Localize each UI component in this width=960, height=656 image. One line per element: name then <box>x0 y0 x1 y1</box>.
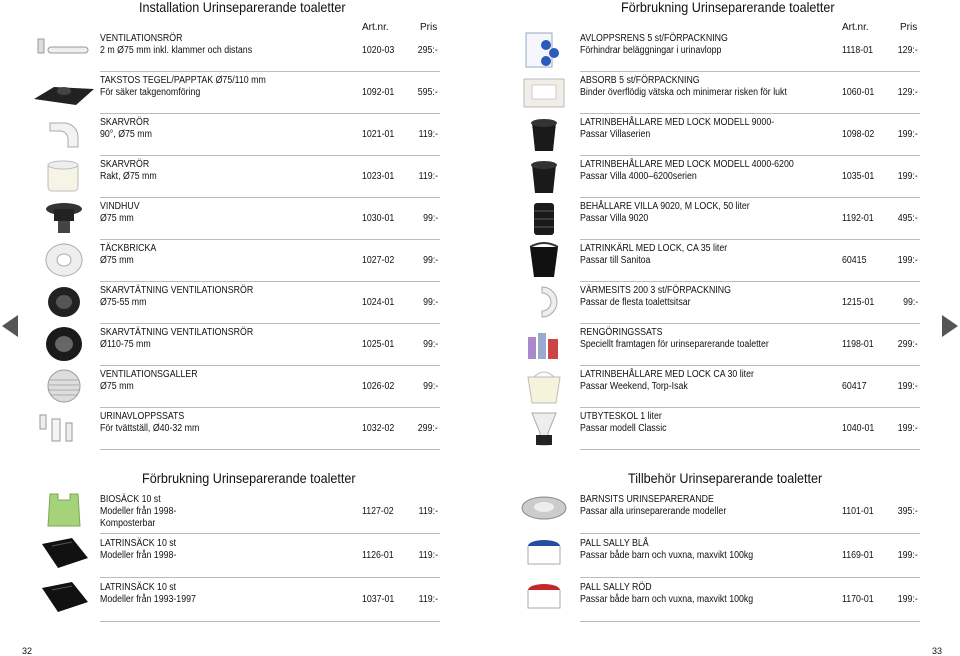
product-name: PALL SALLY RÖD <box>580 582 652 593</box>
elbow-pipe-icon <box>32 115 96 153</box>
product-description-extra: Komposterbar <box>100 518 156 529</box>
price: 119:- <box>418 550 438 561</box>
price: 199:- <box>897 423 918 434</box>
product-description: Passar de flesta toalettsitsar <box>580 297 691 308</box>
article-number: 1030-01 <box>362 213 395 224</box>
left-section-title: Installation Urinseparerande toaletter <box>139 0 346 15</box>
price: 595:- <box>417 87 438 98</box>
row-divider <box>100 71 440 72</box>
right-product-row <box>512 157 920 198</box>
tall-container-icon <box>512 199 576 237</box>
product-name: BEHÅLLARE VILLA 9020, M LOCK, 50 liter <box>580 201 750 212</box>
step-stool-red-icon <box>512 578 576 616</box>
container-icon <box>512 157 576 195</box>
product-name: URINAVLOPPSSATS <box>100 411 185 422</box>
right-product-row <box>512 367 920 408</box>
price: 119:- <box>418 506 438 517</box>
product-description: Ø75 mm <box>100 381 134 392</box>
product-name: SKARVRÖR <box>100 117 150 128</box>
article-number: 60417 <box>842 381 867 392</box>
product-name: SKARVRÖR <box>100 159 150 170</box>
article-number: 1101-01 <box>842 506 874 517</box>
price: 199:- <box>897 550 918 561</box>
row-divider <box>100 449 440 450</box>
heat-seat-icon <box>512 283 576 321</box>
article-number: 1032-02 <box>362 423 395 434</box>
product-name: VENTILATIONSGALLER <box>100 369 198 380</box>
product-description: Passar både barn och vuxna, maxvikt 100kg <box>580 594 754 605</box>
left-product-row <box>32 409 440 450</box>
product-description: Ø110-75 mm <box>100 339 151 350</box>
left-product-row <box>32 241 440 282</box>
article-number: 1021-01 <box>362 129 395 140</box>
product-description: Passar till Sanitoa <box>580 255 651 266</box>
row-divider <box>580 113 920 114</box>
product-name: LATRINKÄRL MED LOCK, CA 35 liter <box>580 243 728 254</box>
article-number: 1026-02 <box>362 381 395 392</box>
product-description: Ø75 mm <box>100 255 134 266</box>
right-product-row <box>512 283 920 324</box>
product-description: Passar Villa 9020 <box>580 213 649 224</box>
product-description: 2 m Ø75 mm inkl. klammer och distans <box>100 45 253 56</box>
wind-cap-icon <box>32 199 96 237</box>
product-description: Passar Villaserien <box>580 129 651 140</box>
bottom-left-section-title: Förbrukning Urinseparerande toaletter <box>142 470 356 486</box>
article-number: 1035-01 <box>842 171 875 182</box>
product-name: BARNSITS URINSEPARERANDE <box>580 494 714 505</box>
left-product-row <box>32 73 440 114</box>
product-name: BIOSÄCK 10 st <box>100 494 161 505</box>
product-name: VENTILATIONSRÖR <box>100 33 183 44</box>
price: 199:- <box>897 255 918 266</box>
product-description: Passar Villa 4000–6200serien <box>580 171 697 182</box>
left-product-row <box>32 31 440 72</box>
seal-ring-icon <box>32 283 96 321</box>
straight-pipe-icon <box>32 157 96 195</box>
price: 99:- <box>422 213 438 224</box>
bucket-icon <box>512 241 576 279</box>
right-art-header: Art.nr. <box>842 22 869 33</box>
price: 299:- <box>417 423 438 434</box>
cleaning-kit-icon <box>512 325 576 363</box>
product-description: Modeller från 1998- <box>100 506 177 517</box>
product-name: LATRINSÄCK 10 st <box>100 538 177 549</box>
product-name: UTBYTESKOL 1 liter <box>580 411 662 422</box>
row-divider <box>580 621 920 622</box>
black-bag-icon <box>32 578 96 616</box>
right-product-row <box>512 73 920 114</box>
row-divider <box>100 365 440 366</box>
price: 99:- <box>902 297 918 308</box>
product-description: Passar alla urinseparerande modeller <box>580 506 727 517</box>
product-name: PALL SALLY BLÅ <box>580 538 649 549</box>
price: 129:- <box>897 87 918 98</box>
product-name: SKARVTÄTNING VENTILATIONSRÖR <box>100 327 254 338</box>
left-product-row <box>32 283 440 324</box>
bottom-right-product-row <box>512 534 920 575</box>
product-name: VÄRMESITS 200 3 st/FÖRPACKNING <box>580 285 731 296</box>
urine-drain-kit-icon <box>32 409 96 447</box>
row-divider <box>100 197 440 198</box>
product-name: AVLOPPSRENS 5 st/FÖRPACKNING <box>580 33 728 44</box>
right-section-title: Förbrukning Urinseparerande toaletter <box>621 0 835 15</box>
row-divider <box>580 239 920 240</box>
drain-cleaner-icon <box>512 31 576 69</box>
article-number: 60415 <box>842 255 867 266</box>
price: 99:- <box>422 381 438 392</box>
article-number: 1023-01 <box>362 171 395 182</box>
article-number: 1169-01 <box>842 550 874 561</box>
child-seat-icon <box>512 490 576 528</box>
container-icon <box>512 115 576 153</box>
price: 99:- <box>422 255 438 266</box>
article-number: 1118-01 <box>842 45 873 56</box>
left-product-row <box>32 115 440 156</box>
roof-flashing-icon <box>32 73 96 111</box>
product-name: ABSORB 5 st/FÖRPACKNING <box>580 75 700 86</box>
row-divider <box>100 323 440 324</box>
right-product-row <box>512 325 920 366</box>
page-number-right: 33 <box>932 646 943 656</box>
price: 119:- <box>418 171 438 182</box>
row-divider <box>580 155 920 156</box>
row-divider <box>580 323 920 324</box>
bag-container-icon <box>512 367 576 405</box>
product-description: Passar både barn och vuxna, maxvikt 100kg <box>580 550 754 561</box>
row-divider <box>100 155 440 156</box>
article-number: 1170-01 <box>842 594 874 605</box>
row-divider <box>100 407 440 408</box>
product-name: SKARVTÄTNING VENTILATIONSRÖR <box>100 285 254 296</box>
product-name: LATRINBEHÅLLARE MED LOCK CA 30 liter <box>580 369 754 380</box>
price: 119:- <box>418 129 438 140</box>
product-description: Speciellt framtagen för urinseparerande toaletter <box>580 339 769 350</box>
vent-grille-icon <box>32 367 96 405</box>
product-description: Passar Weekend, Torp-Isak <box>580 381 688 392</box>
right-product-row <box>512 31 920 72</box>
product-description: För tvättställ, Ø40-32 mm <box>100 423 200 434</box>
bottom-right-product-row <box>512 578 920 619</box>
product-description: Ø75-55 mm <box>100 297 147 308</box>
row-divider <box>100 113 440 114</box>
row-divider <box>100 621 440 622</box>
row-divider <box>580 365 920 366</box>
left-price-header: Pris <box>420 22 438 33</box>
product-name: LATRINSÄCK 10 st <box>100 582 177 593</box>
product-name: LATRINBEHÅLLARE MED LOCK MODELL 9000- <box>580 117 775 128</box>
row-divider <box>580 71 920 72</box>
left-product-row <box>32 199 440 240</box>
row-divider <box>580 407 920 408</box>
article-number: 1127-02 <box>362 506 394 517</box>
product-description: Modeller från 1998- <box>100 550 177 561</box>
previous-page-arrow-icon[interactable] <box>2 315 18 337</box>
seal-ring-large-icon <box>32 325 96 363</box>
product-description: Förhindrar beläggningar i urinavlopp <box>580 45 722 56</box>
bio-bag-icon <box>32 490 96 528</box>
bottom-left-product-row <box>32 534 440 575</box>
product-description: 90°, Ø75 mm <box>100 129 152 140</box>
product-name: TÄCKBRICKA <box>100 243 157 254</box>
price: 199:- <box>897 594 918 605</box>
price: 395:- <box>897 506 918 517</box>
product-description: Ø75 mm <box>100 213 134 224</box>
price: 99:- <box>422 339 438 350</box>
price: 119:- <box>418 594 438 605</box>
price: 495:- <box>897 213 918 224</box>
left-art-header: Art.nr. <box>362 22 389 33</box>
left-product-row <box>32 325 440 366</box>
product-description: Passar modell Classic <box>580 423 667 434</box>
article-number: 1060-01 <box>842 87 875 98</box>
black-bag-icon <box>32 534 96 572</box>
price: 199:- <box>897 171 918 182</box>
price: 299:- <box>897 339 918 350</box>
article-number: 1027-02 <box>362 255 395 266</box>
product-name: LATRINBEHÅLLARE MED LOCK MODELL 4000-6200 <box>580 159 794 170</box>
article-number: 1198-01 <box>842 339 874 350</box>
price: 199:- <box>897 381 918 392</box>
right-product-row <box>512 199 920 240</box>
article-number: 1020-03 <box>362 45 395 56</box>
step-stool-blue-icon <box>512 534 576 572</box>
article-number: 1037-01 <box>362 594 395 605</box>
bottom-left-product-row <box>32 578 440 619</box>
row-divider <box>580 449 920 450</box>
bottom-left-product-row <box>32 490 440 531</box>
right-product-row <box>512 409 920 450</box>
product-description: Binder överflödig vätska och minimerar risken för lukt <box>580 87 787 98</box>
next-page-arrow-icon[interactable] <box>942 315 958 337</box>
left-product-row <box>32 367 440 408</box>
row-divider <box>100 239 440 240</box>
bottom-right-product-row <box>512 490 920 531</box>
product-description: Rakt, Ø75 mm <box>100 171 157 182</box>
article-number: 1126-01 <box>362 550 394 561</box>
price: 295:- <box>417 45 438 56</box>
article-number: 1092-01 <box>362 87 395 98</box>
funnel-icon <box>512 409 576 447</box>
article-number: 1192-01 <box>842 213 874 224</box>
right-price-header: Pris <box>900 22 918 33</box>
page-number-left: 32 <box>22 646 33 656</box>
right-product-row <box>512 115 920 156</box>
article-number: 1024-01 <box>362 297 395 308</box>
product-name: VINDHUV <box>100 201 140 212</box>
article-number: 1025-01 <box>362 339 395 350</box>
row-divider <box>100 281 440 282</box>
bottom-right-section-title: Tillbehör Urinseparerande toaletter <box>628 470 823 486</box>
price: 99:- <box>422 297 438 308</box>
right-product-row <box>512 241 920 282</box>
product-description: För säker takgenomföring <box>100 87 201 98</box>
left-product-row <box>32 157 440 198</box>
cover-ring-icon <box>32 241 96 279</box>
vent-pipe-icon <box>32 31 96 69</box>
row-divider <box>580 281 920 282</box>
row-divider <box>580 197 920 198</box>
article-number: 1098-02 <box>842 129 875 140</box>
product-description: Modeller från 1993-1997 <box>100 594 196 605</box>
price: 129:- <box>897 45 918 56</box>
product-name: TAKSTOS TEGEL/PAPPTAK Ø75/110 mm <box>100 75 266 86</box>
product-name: RENGÖRINGSSATS <box>580 327 663 338</box>
article-number: 1215-01 <box>842 297 875 308</box>
absorb-pack-icon <box>512 73 576 111</box>
article-number: 1040-01 <box>842 423 875 434</box>
price: 199:- <box>897 129 918 140</box>
